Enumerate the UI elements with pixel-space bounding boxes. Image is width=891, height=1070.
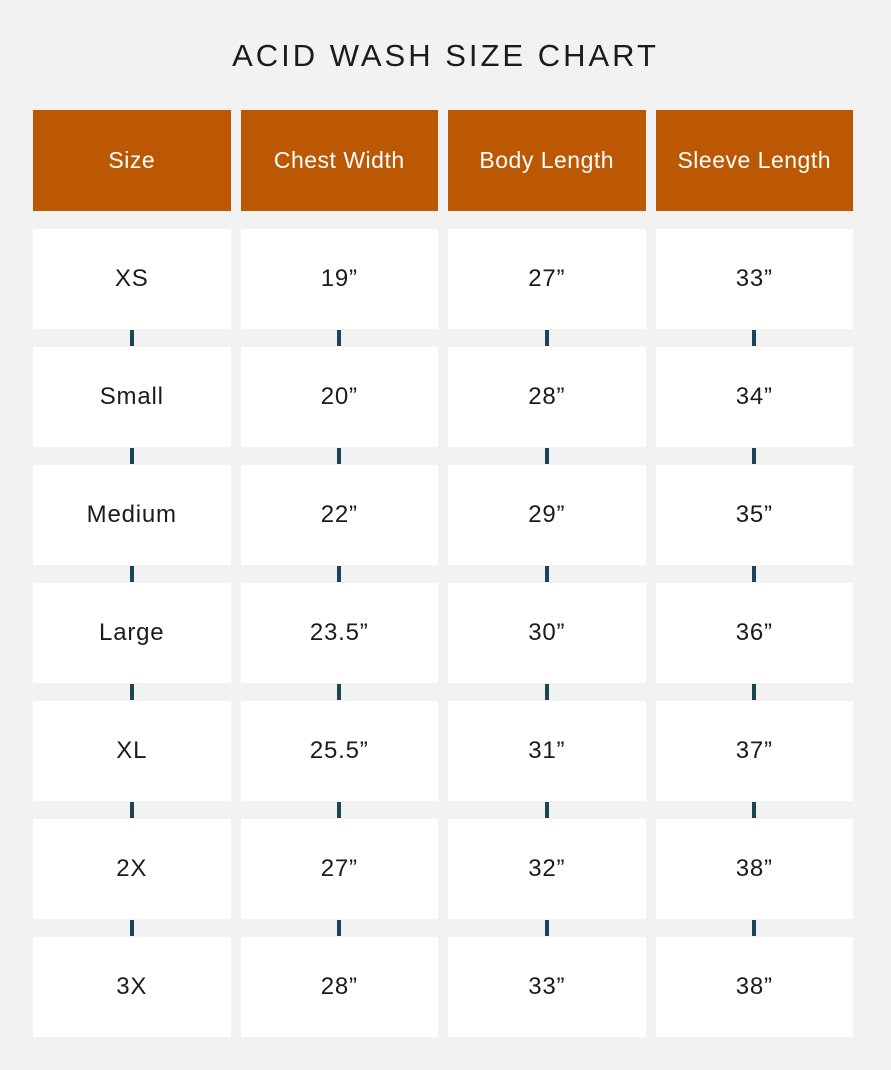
cell-value: 34”	[735, 383, 773, 410]
chest-width-cell	[241, 937, 439, 1037]
sleeve-length-cell	[656, 819, 854, 919]
connector-tick	[130, 566, 134, 582]
chest-width-cell	[241, 701, 439, 801]
cell-value: 25.5”	[309, 737, 369, 764]
connector-tick	[337, 802, 341, 818]
cell-value: 35”	[735, 501, 773, 528]
cell-value: XS	[114, 265, 149, 292]
cell-value: 36”	[735, 619, 773, 646]
cell-value: 38”	[735, 855, 773, 882]
body-length-cell	[448, 819, 646, 919]
cell-value: 32”	[528, 855, 566, 882]
cell-value: 28”	[528, 383, 566, 410]
cell-value: 2X	[116, 855, 148, 882]
cell-value: 22”	[320, 501, 358, 528]
cell-value: Small	[99, 383, 164, 410]
size-cell	[33, 701, 231, 801]
connector-tick	[337, 920, 341, 936]
connector-tick	[545, 448, 549, 464]
connector-tick	[337, 330, 341, 346]
cell-value: 23.5”	[309, 619, 369, 646]
connector-tick	[545, 566, 549, 582]
connector-tick	[130, 802, 134, 818]
sleeve-length-cell	[656, 701, 854, 801]
sleeve-length-cell	[656, 229, 854, 329]
connector-tick	[130, 684, 134, 700]
size-cell	[33, 347, 231, 447]
body-length-cell	[448, 465, 646, 565]
body-length-cell	[448, 229, 646, 329]
size-cell	[33, 229, 231, 329]
cell-value: 27”	[528, 265, 566, 292]
cell-value: XL	[116, 737, 148, 764]
body-length-cell	[448, 701, 646, 801]
sleeve-length-cell	[656, 937, 854, 1037]
size-cell	[33, 583, 231, 683]
connector-tick	[545, 802, 549, 818]
chest-width-cell	[241, 583, 439, 683]
cell-value: 3X	[116, 973, 148, 1000]
cell-value: 31”	[528, 737, 566, 764]
size-chart-table	[33, 110, 853, 1037]
sleeve-length-cell	[656, 347, 854, 447]
body-length-cell	[448, 583, 646, 683]
body-length-cell	[448, 937, 646, 1037]
connector-tick	[545, 920, 549, 936]
column-header-body-length: Body Length	[448, 110, 646, 211]
connector-tick	[130, 448, 134, 464]
cell-value: 30”	[528, 619, 566, 646]
connector-tick	[130, 920, 134, 936]
size-cell	[33, 937, 231, 1037]
connector-tick	[752, 802, 756, 818]
connector-tick	[752, 920, 756, 936]
cell-value: 27”	[320, 855, 358, 882]
cell-value: 29”	[528, 501, 566, 528]
cell-value: 20”	[320, 383, 358, 410]
column-header-chest-width: Chest Width	[241, 110, 439, 211]
sleeve-length-cell	[656, 583, 854, 683]
cell-value: Medium	[86, 501, 177, 528]
cell-value: 19”	[320, 265, 358, 292]
connector-tick	[752, 566, 756, 582]
cell-value: 33”	[528, 973, 566, 1000]
connector-tick	[130, 330, 134, 346]
column-header-sleeve-length: Sleeve Length	[656, 110, 854, 211]
cell-value: 37”	[735, 737, 773, 764]
sleeve-length-cell	[656, 465, 854, 565]
connector-tick	[752, 448, 756, 464]
size-cell	[33, 465, 231, 565]
connector-tick	[752, 330, 756, 346]
cell-value: 38”	[735, 973, 773, 1000]
body-length-cell	[448, 347, 646, 447]
chest-width-cell	[241, 347, 439, 447]
cell-value: Large	[99, 619, 165, 646]
connector-tick	[337, 448, 341, 464]
page-title: ACID WASH SIZE CHART	[232, 38, 659, 73]
cell-value: 33”	[735, 265, 773, 292]
size-cell	[33, 819, 231, 919]
connector-tick	[337, 566, 341, 582]
cell-value: 28”	[320, 973, 358, 1000]
chest-width-cell	[241, 465, 439, 565]
connector-tick	[752, 684, 756, 700]
column-header-size: Size	[33, 110, 231, 211]
chest-width-cell	[241, 229, 439, 329]
connector-tick	[545, 684, 549, 700]
connector-tick	[545, 330, 549, 346]
connector-tick	[337, 684, 341, 700]
chest-width-cell	[241, 819, 439, 919]
